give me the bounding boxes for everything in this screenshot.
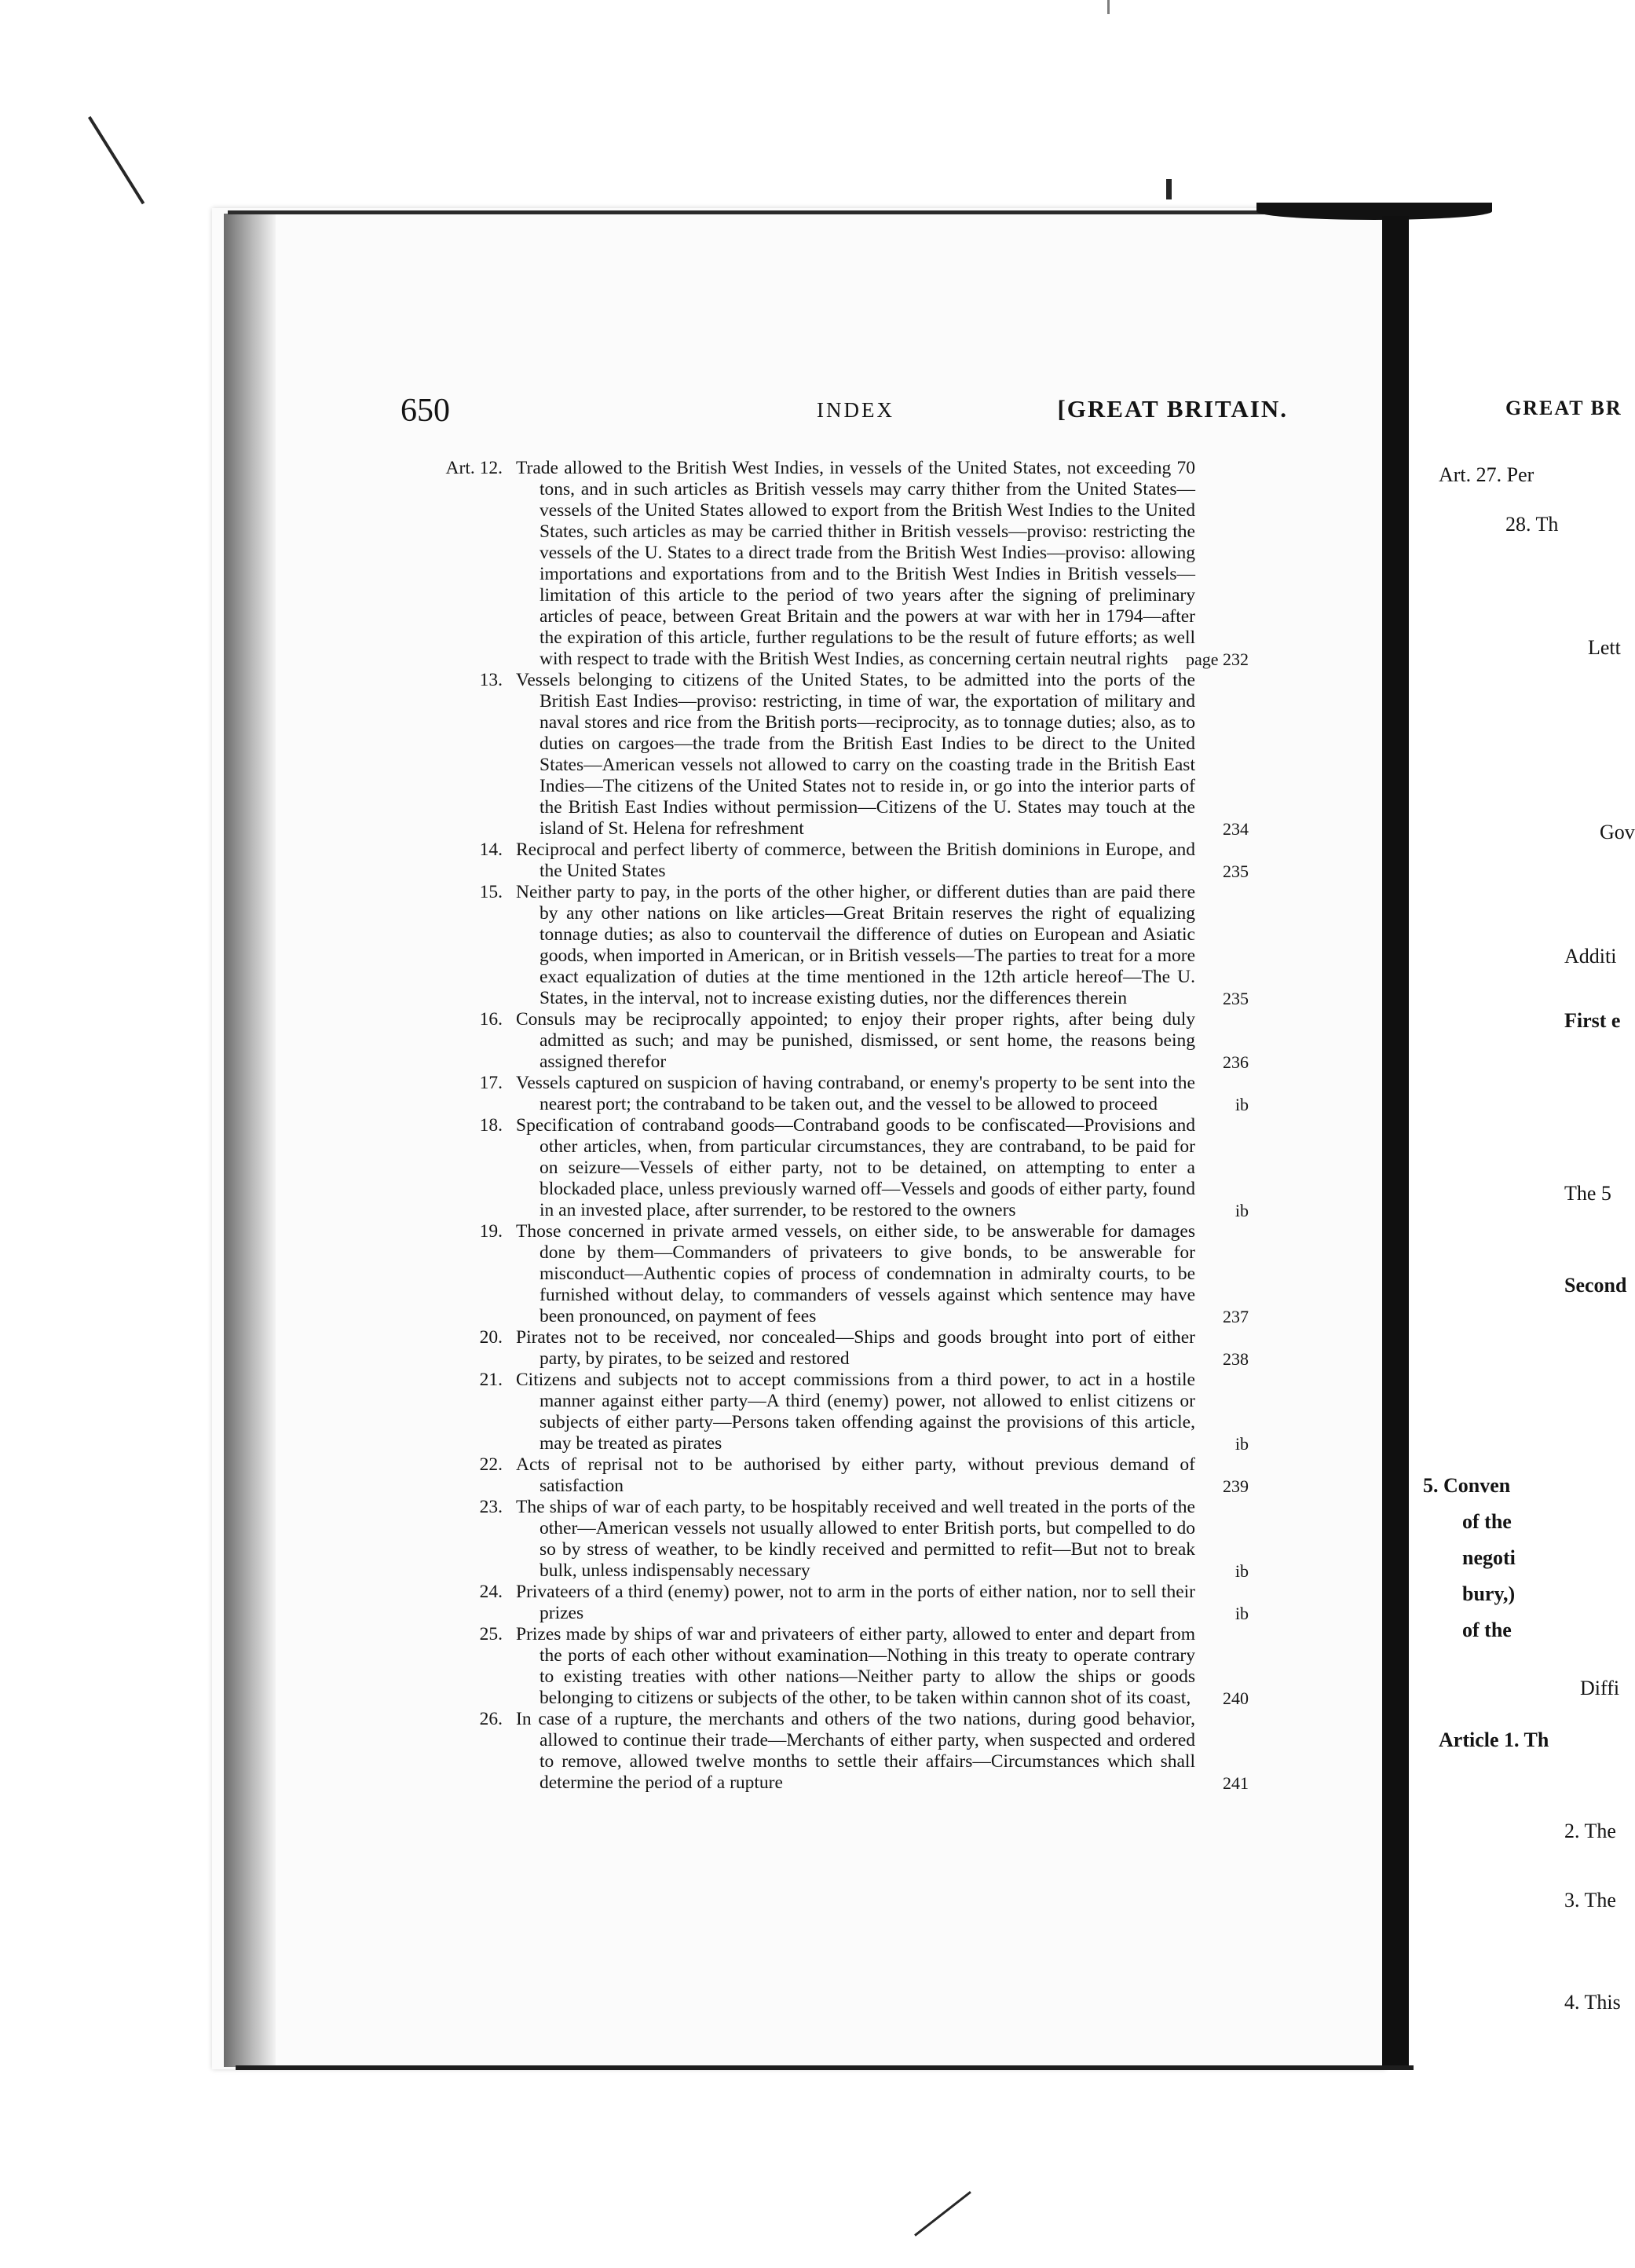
article-number: 21.: [479, 1370, 503, 1390]
page-reference: 238: [1223, 1349, 1249, 1369]
entry-text: Consuls may be reciprocally appointed; to enjoy their proper rights, after being duly admitted as such; and may be punished, dismissed, or sent home, the reasons being assigned therefor: [516, 1009, 1195, 1072]
index-entry: [420, 1370, 1249, 1454]
index-entry: [420, 1582, 1249, 1624]
article-number: 26.: [479, 1709, 503, 1729]
entry-text: Citizens and subjects not to accept commissions from a third power, to act in a hostile manner against either party—A third (enemy) power, not allowed to enlist citizens or subjects of either party—Persons taken offending against the provisions of this article, may be treated as pirates: [516, 1370, 1195, 1454]
article-number: 17.: [479, 1073, 503, 1093]
facing-page-line: First e: [1564, 1009, 1621, 1032]
facing-page-fragment: [1423, 208, 1635, 2077]
facing-page-line: Diffi: [1580, 1677, 1620, 1699]
page-reference: 237: [1223, 1307, 1249, 1326]
entry-text: Trade allowed to the British West Indies, in vessels of the United States, not exceeding 70 tons, and in such articles as British vessels may carry thither from the United States—vessels of the United States allowed to export from the British West Indies to the United States, such articles as may be carried thither in British vessels—proviso: restricting the vessels of the U. States to a direct trade from the British West Indies—proviso: allowing importations and exportations from and to the British West Indies in British vessels—limitation of this article to the period of two years after the signing of preliminary articles of peace, between Great Britain and the powers at war with her in 1794—after the expiration of this article, further regulations to be the result of future efforts; as well with respect to trade with the British West Indies, as concerning certain neutral rights: [516, 458, 1195, 669]
entry-text: Vessels belonging to citizens of the United States, to be admitted into the ports of the British East Indies—proviso: restricting, in time of war, the exportation of military and naval stores and rice from the British ports—reciprocity, as to tonnage duties; also, as to duties on cargoes—the trade from the British East Indies to be direct to the United States—American vessels not allowed to carry on the coasting trade in the British East Indies—The citizens of the United States not to reside in, or go into the interior parts of the British East Indies without permission—Citizens of the U. States may touch at the island of St. Helena for refreshment: [516, 670, 1195, 839]
page-reference: ib: [1234, 1434, 1249, 1454]
index-entry: [420, 882, 1249, 1009]
facing-page-line: negoti: [1462, 1546, 1516, 1569]
facing-page-line: Article 1. Th: [1439, 1728, 1549, 1751]
facing-page-line: The 5: [1564, 1182, 1611, 1205]
article-number: 15.: [479, 882, 503, 902]
entry-text: Prizes made by ships of war and privateers of either party, allowed to enter and depart from the ports of each other without examination—Nothing in this treaty to operate contrary to existing treaties with other nations—Neither party to allow the ships or goods belonging to citizens or subjects of the other, to be taken within cannon shot of its coast,: [516, 1624, 1195, 1708]
facing-page-line: Lett: [1588, 636, 1621, 659]
index-entry: [420, 1497, 1249, 1582]
book-spine-shadow: [224, 214, 276, 2067]
article-number: 22.: [479, 1454, 503, 1475]
article-number: 24.: [479, 1582, 503, 1602]
page-reference: ib: [1234, 1604, 1249, 1623]
article-number: 25.: [479, 1624, 503, 1644]
entry-text: In case of a rupture, the merchants and others of the two nations, during good behavior, allowed to continue their trade—Merchants of either party, when suspected and ordered to remove, allowed twelve months to settle their affairs—Circumstances which shall determine the period of a rupture: [516, 1709, 1195, 1793]
article-number: 23.: [479, 1497, 503, 1517]
article-number: 16.: [479, 1009, 503, 1030]
facing-page-line: Gov: [1600, 821, 1635, 843]
index-entry: [420, 1454, 1249, 1497]
page-reference: 234: [1223, 819, 1249, 839]
facing-page-line: 4. This: [1564, 1991, 1621, 2014]
index-entries: [420, 458, 1249, 1794]
facing-page-line: 2. The: [1564, 1820, 1616, 1842]
page-reference: ib: [1234, 1561, 1249, 1581]
index-entry: [420, 1709, 1249, 1794]
page-reference: 239: [1223, 1476, 1249, 1496]
entry-text: Those concerned in private armed vessels, on either side, to be answerable for damages done by them—Commanders of privateers to give bonds, to be answerable for misconduct—Authentic copies of process of condemnation in admiralty courts, to be furnished without delay, to commanders of vessels against which sentence may have been pronounced, on payment of fees: [516, 1221, 1195, 1326]
entry-text: Reciprocal and perfect liberty of commerce, between the British dominions in Europe, and the United States: [516, 840, 1195, 881]
page-bottom-edge: [236, 2065, 1414, 2070]
facing-page-line: 5. Conven: [1423, 1474, 1511, 1497]
facing-page-line: Art. 27. Per: [1439, 463, 1534, 486]
facing-page-running-head: GREAT BR: [1505, 397, 1622, 419]
ink-speck-mark: [1107, 0, 1110, 14]
facing-page-line: 3. The: [1564, 1889, 1616, 1911]
entry-text: Pirates not to be received, nor concealed—Ships and goods brought into port of either party, by pirates, to be seized and restored: [516, 1327, 1195, 1369]
running-head-section: [GREAT BRITAIN.: [1057, 395, 1288, 423]
entry-text: Specification of contraband goods—Contraband goods to be confiscated—Provisions and other articles, when, from particular circumstances, they are contraband, to be paid for on seizure—Vessels of either party, not to be detained, on attempting to enter a blockaded place, unless previously warned off—Vessels and goods of either party, found in an invested place, after surrender, to be restored to the owners: [516, 1115, 1195, 1220]
facing-page-line: Second: [1564, 1274, 1627, 1297]
page-number: 650: [401, 393, 450, 429]
entry-text: Vessels captured on suspicion of having contraband, or enemy's property to be sent into the nearest port; the contraband to be taken out, and the vessel to be allowed to proceed: [516, 1073, 1195, 1114]
ink-blot-mark: [1166, 179, 1172, 199]
index-entry: [420, 1221, 1249, 1327]
article-number: 18.: [479, 1115, 503, 1136]
article-number: Art. 12.: [445, 458, 503, 478]
index-entry: [420, 670, 1249, 840]
index-entry: [420, 1624, 1249, 1709]
entry-text: Acts of reprisal not to be authorised by either party, without previous demand of satisfaction: [516, 1454, 1195, 1496]
index-entry: [420, 1327, 1249, 1370]
article-number: 20.: [479, 1327, 503, 1348]
index-entry: [420, 1073, 1249, 1115]
facing-page-line: of the: [1462, 1510, 1512, 1533]
article-number: 14.: [479, 840, 503, 860]
article-number: 19.: [479, 1221, 503, 1242]
facing-page-line: of the: [1462, 1619, 1512, 1641]
running-head-title: INDEX: [817, 398, 894, 422]
index-entry: [420, 840, 1249, 882]
facing-page-line: bury,): [1462, 1582, 1516, 1605]
page-reference: ib: [1234, 1201, 1249, 1220]
running-head: [401, 390, 1288, 430]
facing-page-line: Additi: [1564, 945, 1617, 968]
page-reference: ib: [1234, 1095, 1249, 1114]
page-top-edge: [228, 210, 1366, 214]
facing-page-line: 28. Th: [1505, 513, 1559, 536]
index-entry: [420, 458, 1249, 670]
entry-text: Neither party to pay, in the ports of the other higher, or different duties than are paid there by any other nations on like articles—Great Britain reserves the right of equalizing tonnage duties; as also to countervail the difference of duties on European and Asiatic goods, when imported in American, or in British vessels—The parties to treat for a more exact equalization of duties at the time mentioned in the 12th article hereof—The U. States, in the interval, not to increase existing duties, nor the differences therein: [516, 882, 1195, 1008]
page-reference: 241: [1223, 1773, 1249, 1793]
page-reference: 236: [1223, 1052, 1249, 1072]
bottom-scratch-mark: [914, 2191, 971, 2237]
page-reference: 235: [1223, 989, 1249, 1008]
entry-text: Privateers of a third (enemy) power, not to arm in the ports of either nation, nor to sell their prizes: [516, 1582, 1195, 1623]
index-entry: [420, 1009, 1249, 1073]
book-gutter: [1382, 216, 1409, 2069]
page-reference: 235: [1223, 861, 1249, 881]
entry-text: The ships of war of each party, to be hospitably received and well treated in the ports of the other—American vessels not usually allowed to enter British ports, but compelled to do so by stress of weather, to be kindly received and permitted to refit—But not to break bulk, unless indispensably necessary: [516, 1497, 1195, 1581]
margin-scratch-mark: [88, 116, 144, 204]
index-entry: [420, 1115, 1249, 1221]
page-reference: 240: [1223, 1688, 1249, 1708]
page-reference: page 232: [1185, 649, 1249, 669]
article-number: 13.: [479, 670, 503, 690]
